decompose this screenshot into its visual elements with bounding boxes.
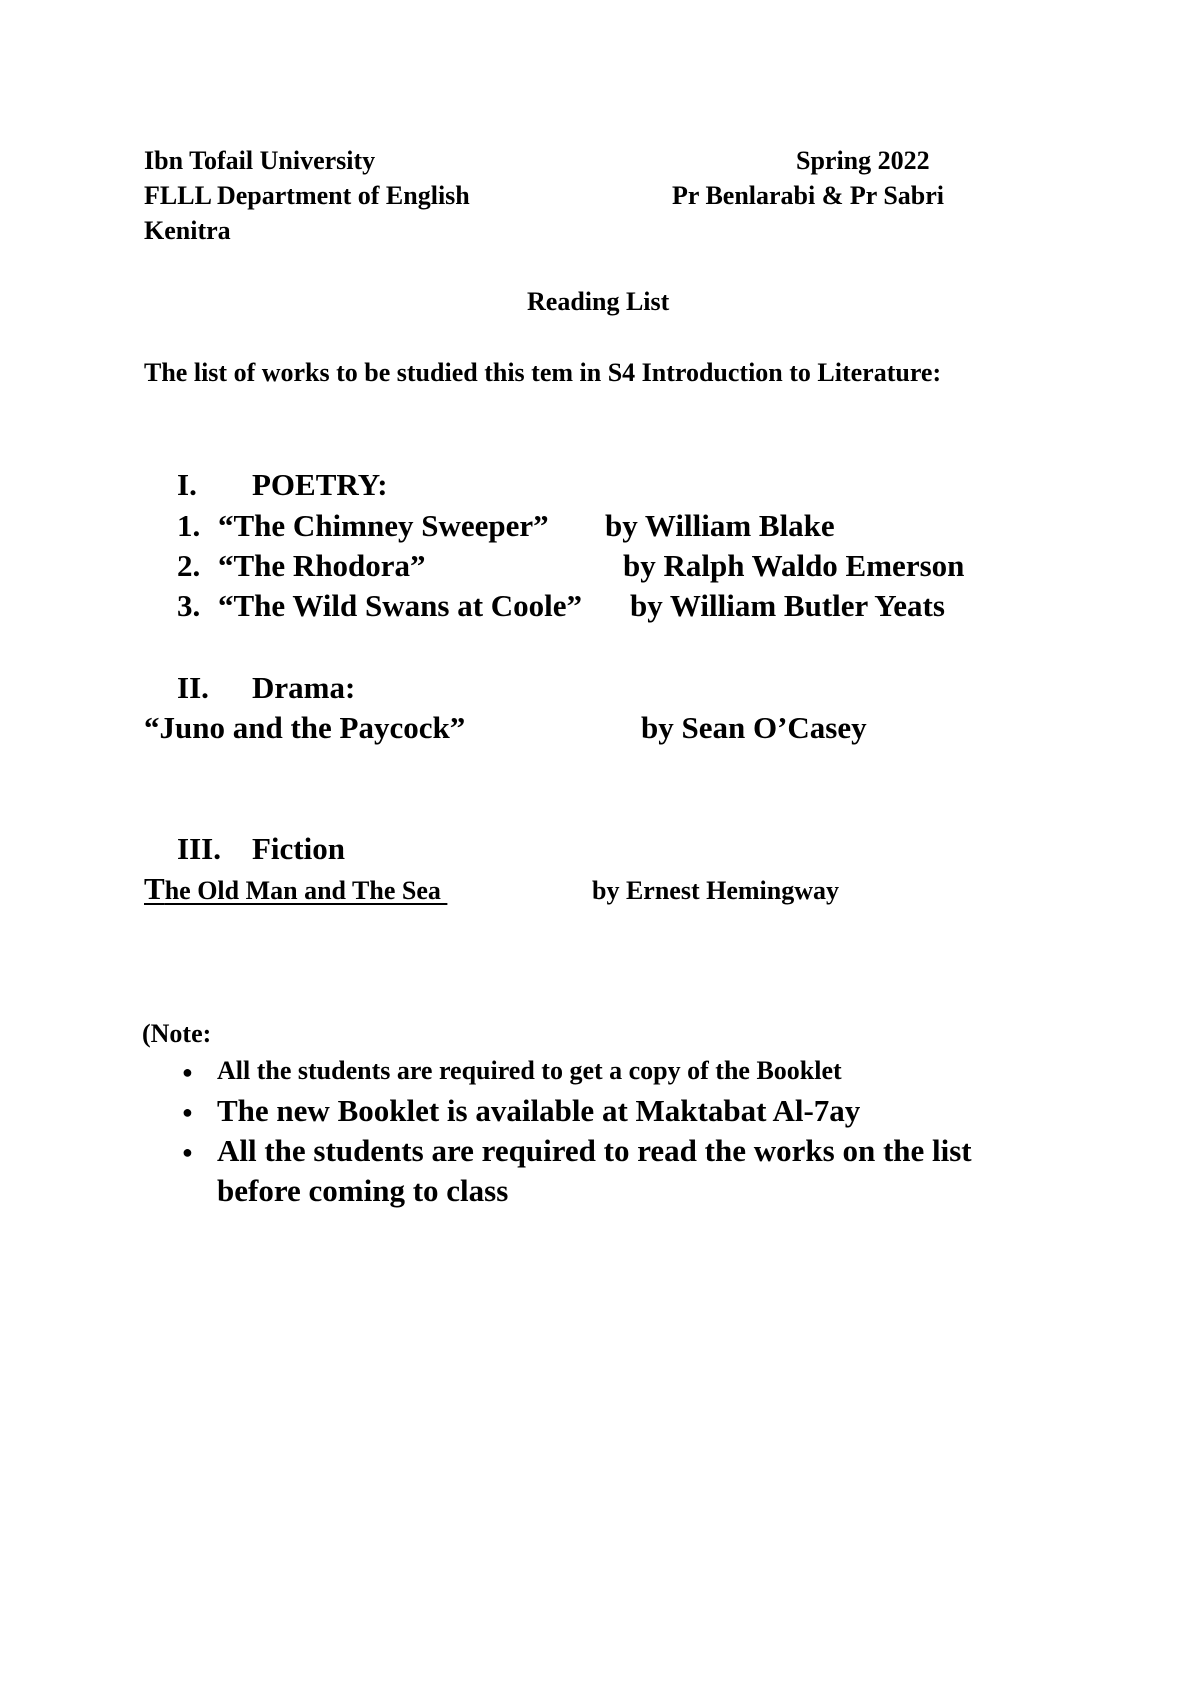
bullet-dot: ●: [182, 1142, 193, 1162]
section-heading-poetry: POETRY:: [252, 467, 388, 502]
section-heading-fiction: Fiction: [252, 831, 345, 866]
section-heading-drama: Drama:: [252, 670, 356, 705]
fiction-title-initial: T: [144, 871, 165, 906]
city-name: Kenitra: [144, 216, 231, 245]
poem-title: “The Wild Swans at Coole”: [218, 588, 583, 623]
professors: Pr Benlarabi & Pr Sabri: [672, 181, 945, 210]
poem-author: by William Blake: [605, 508, 835, 543]
poem-author: by Ralph Waldo Emerson: [623, 548, 965, 583]
poem-title: “The Rhodora”: [218, 548, 426, 583]
university-name: Ibn Tofail University: [144, 146, 376, 175]
fiction-title-rest: he Old Man and The Sea: [164, 876, 448, 905]
note-item: All the students are required to get a copy of the Booklet: [217, 1056, 842, 1085]
note-item-continuation: before coming to class: [217, 1173, 509, 1208]
poem-title: “The Chimney Sweeper”: [218, 508, 549, 543]
section-numeral-poetry: I.: [177, 467, 197, 502]
bullet-dot: ●: [182, 1102, 193, 1122]
drama-title: “Juno and the Paycock”: [144, 710, 466, 745]
poem-number: 2.: [177, 548, 201, 583]
department-name: FLLL Department of English: [144, 181, 470, 210]
drama-author: by Sean O’Casey: [641, 710, 867, 745]
bullet-dot: ●: [182, 1062, 193, 1082]
poem-number: 3.: [177, 588, 201, 623]
fiction-author: by Ernest Hemingway: [592, 876, 839, 905]
page-title: Reading List: [527, 287, 670, 316]
fiction-title: [144, 873, 447, 904]
poem-number: 1.: [177, 508, 201, 543]
note-item: The new Booklet is available at Maktabat Al-7ay: [217, 1093, 861, 1128]
section-numeral-fiction: III.: [177, 831, 221, 866]
intro-text: The list of works to be studied this tem in S4 Introduction to Literature:: [144, 358, 942, 387]
note-item: All the students are required to read the works on the list: [217, 1133, 972, 1168]
term: Spring 2022: [796, 146, 930, 175]
section-numeral-drama: II.: [177, 670, 209, 705]
poem-author: by William Butler Yeats: [630, 588, 945, 623]
note-label: (Note:: [142, 1019, 212, 1048]
